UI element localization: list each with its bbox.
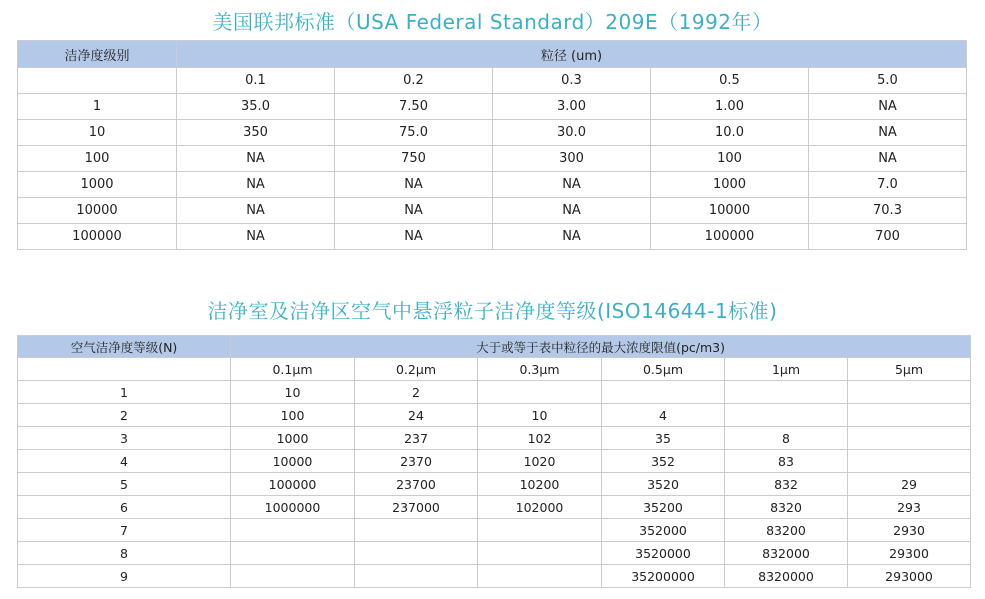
value-cell: 1000000: [231, 496, 355, 519]
value-cell: [231, 542, 355, 565]
class-cell: 2: [18, 404, 231, 427]
particle-size-cell: 0.5: [651, 68, 809, 94]
class-column-header: 洁净度级别: [18, 41, 177, 68]
class-column-header: 空气洁净度等级(N): [18, 336, 231, 358]
value-cell: 10000: [231, 450, 355, 473]
value-cell: [725, 404, 848, 427]
class-cell: 100: [18, 146, 177, 172]
table-row: [18, 381, 971, 404]
value-cell: 102000: [478, 496, 602, 519]
value-cell: 7.50: [335, 94, 493, 120]
particle-size-cell: 0.2μm: [355, 358, 478, 381]
class-cell: 1000: [18, 172, 177, 198]
particle-size-header: 粒径 (um): [177, 41, 967, 68]
value-cell: [848, 381, 971, 404]
value-cell: NA: [809, 146, 967, 172]
class-cell: 7: [18, 519, 231, 542]
value-cell: NA: [177, 224, 335, 250]
value-cell: 70.3: [809, 198, 967, 224]
value-cell: 3520: [602, 473, 725, 496]
value-cell: 29: [848, 473, 971, 496]
value-cell: 237000: [355, 496, 478, 519]
value-cell: 2370: [355, 450, 478, 473]
particle-size-row: [18, 68, 967, 94]
value-cell: [478, 542, 602, 565]
value-cell: 293000: [848, 565, 971, 588]
value-cell: NA: [809, 94, 967, 120]
value-cell: NA: [335, 198, 493, 224]
class-cell: 5: [18, 473, 231, 496]
value-cell: 10: [231, 381, 355, 404]
value-cell: 2: [355, 381, 478, 404]
iso-standard-table: [17, 335, 971, 588]
table-row: [18, 519, 971, 542]
table-row: [18, 198, 967, 224]
value-cell: 102: [478, 427, 602, 450]
particle-size-cell: 0.1: [177, 68, 335, 94]
table-row: [18, 224, 967, 250]
value-cell: 1000: [231, 427, 355, 450]
value-cell: 832000: [725, 542, 848, 565]
table-row: [18, 404, 971, 427]
value-cell: 100000: [651, 224, 809, 250]
value-cell: [355, 542, 478, 565]
particle-size-cell: 0.3μm: [478, 358, 602, 381]
value-cell: 4: [602, 404, 725, 427]
value-cell: [478, 519, 602, 542]
table-row: [18, 542, 971, 565]
table-header-row: [18, 41, 967, 68]
value-cell: 10200: [478, 473, 602, 496]
table-row: [18, 120, 967, 146]
value-cell: 293: [848, 496, 971, 519]
value-cell: 35.0: [177, 94, 335, 120]
value-cell: 1000: [651, 172, 809, 198]
class-cell: 1: [18, 381, 231, 404]
value-cell: [355, 565, 478, 588]
value-cell: [602, 381, 725, 404]
value-cell: 8: [725, 427, 848, 450]
table-row: [18, 172, 967, 198]
table-row: [18, 94, 967, 120]
class-cell: 6: [18, 496, 231, 519]
value-cell: 300: [493, 146, 651, 172]
value-cell: 100000: [231, 473, 355, 496]
value-cell: 35200000: [602, 565, 725, 588]
value-cell: 83: [725, 450, 848, 473]
blank-cell: [18, 68, 177, 94]
value-cell: NA: [493, 172, 651, 198]
value-cell: 352000: [602, 519, 725, 542]
value-cell: 750: [335, 146, 493, 172]
table-row: [18, 473, 971, 496]
value-cell: 350: [177, 120, 335, 146]
particle-size-cell: 0.3: [493, 68, 651, 94]
value-cell: 75.0: [335, 120, 493, 146]
value-cell: 8320000: [725, 565, 848, 588]
class-cell: 3: [18, 427, 231, 450]
value-cell: 1020: [478, 450, 602, 473]
value-cell: [725, 381, 848, 404]
value-cell: [231, 565, 355, 588]
value-cell: 1.00: [651, 94, 809, 120]
value-cell: [478, 565, 602, 588]
value-cell: 3.00: [493, 94, 651, 120]
value-cell: [355, 519, 478, 542]
table-header-row: [18, 336, 971, 358]
value-cell: 35200: [602, 496, 725, 519]
particle-size-cell: 0.5μm: [602, 358, 725, 381]
value-cell: 10: [478, 404, 602, 427]
value-cell: [231, 519, 355, 542]
value-cell: 29300: [848, 542, 971, 565]
class-cell: 8: [18, 542, 231, 565]
value-cell: 3520000: [602, 542, 725, 565]
class-cell: 9: [18, 565, 231, 588]
value-cell: 8320: [725, 496, 848, 519]
value-cell: NA: [177, 198, 335, 224]
particle-size-cell: 1μm: [725, 358, 848, 381]
value-cell: 2930: [848, 519, 971, 542]
value-cell: NA: [493, 198, 651, 224]
value-cell: [848, 404, 971, 427]
federal-standard-table: [17, 40, 967, 250]
value-cell: 24: [355, 404, 478, 427]
class-cell: 100000: [18, 224, 177, 250]
value-cell: 700: [809, 224, 967, 250]
iso-standard-title: 洁净室及洁净区空气中悬浮粒子洁净度等级(ISO14644-1标准): [207, 299, 778, 323]
table-row: [18, 496, 971, 519]
value-cell: NA: [493, 224, 651, 250]
value-cell: NA: [177, 146, 335, 172]
particle-size-cell: 5.0: [809, 68, 967, 94]
table-row: [18, 565, 971, 588]
value-cell: 7.0: [809, 172, 967, 198]
table-row: [18, 450, 971, 473]
value-cell: [848, 450, 971, 473]
value-cell: [478, 381, 602, 404]
value-cell: 83200: [725, 519, 848, 542]
value-cell: NA: [335, 224, 493, 250]
blank-cell: [18, 358, 231, 381]
table-row: [18, 146, 967, 172]
class-cell: 10000: [18, 198, 177, 224]
particle-size-cell: 5μm: [848, 358, 971, 381]
value-cell: 23700: [355, 473, 478, 496]
value-cell: 35: [602, 427, 725, 450]
value-cell: 30.0: [493, 120, 651, 146]
federal-standard-title: 美国联邦标准（USA Federal Standard）209E（1992年）: [212, 10, 773, 34]
value-cell: 237: [355, 427, 478, 450]
particle-size-cell: 0.2: [335, 68, 493, 94]
value-cell: 352: [602, 450, 725, 473]
class-cell: 10: [18, 120, 177, 146]
value-cell: NA: [335, 172, 493, 198]
value-cell: 100: [231, 404, 355, 427]
value-cell: 100: [651, 146, 809, 172]
class-cell: 1: [18, 94, 177, 120]
table-row: [18, 427, 971, 450]
value-cell: 10.0: [651, 120, 809, 146]
particle-size-cell: 0.1μm: [231, 358, 355, 381]
value-cell: 10000: [651, 198, 809, 224]
value-cell: 832: [725, 473, 848, 496]
concentration-header: 大于或等于表中粒径的最大浓度限值(pc/m3): [231, 336, 971, 358]
value-cell: NA: [177, 172, 335, 198]
class-cell: 4: [18, 450, 231, 473]
value-cell: [848, 427, 971, 450]
value-cell: NA: [809, 120, 967, 146]
particle-size-row: [18, 358, 971, 381]
